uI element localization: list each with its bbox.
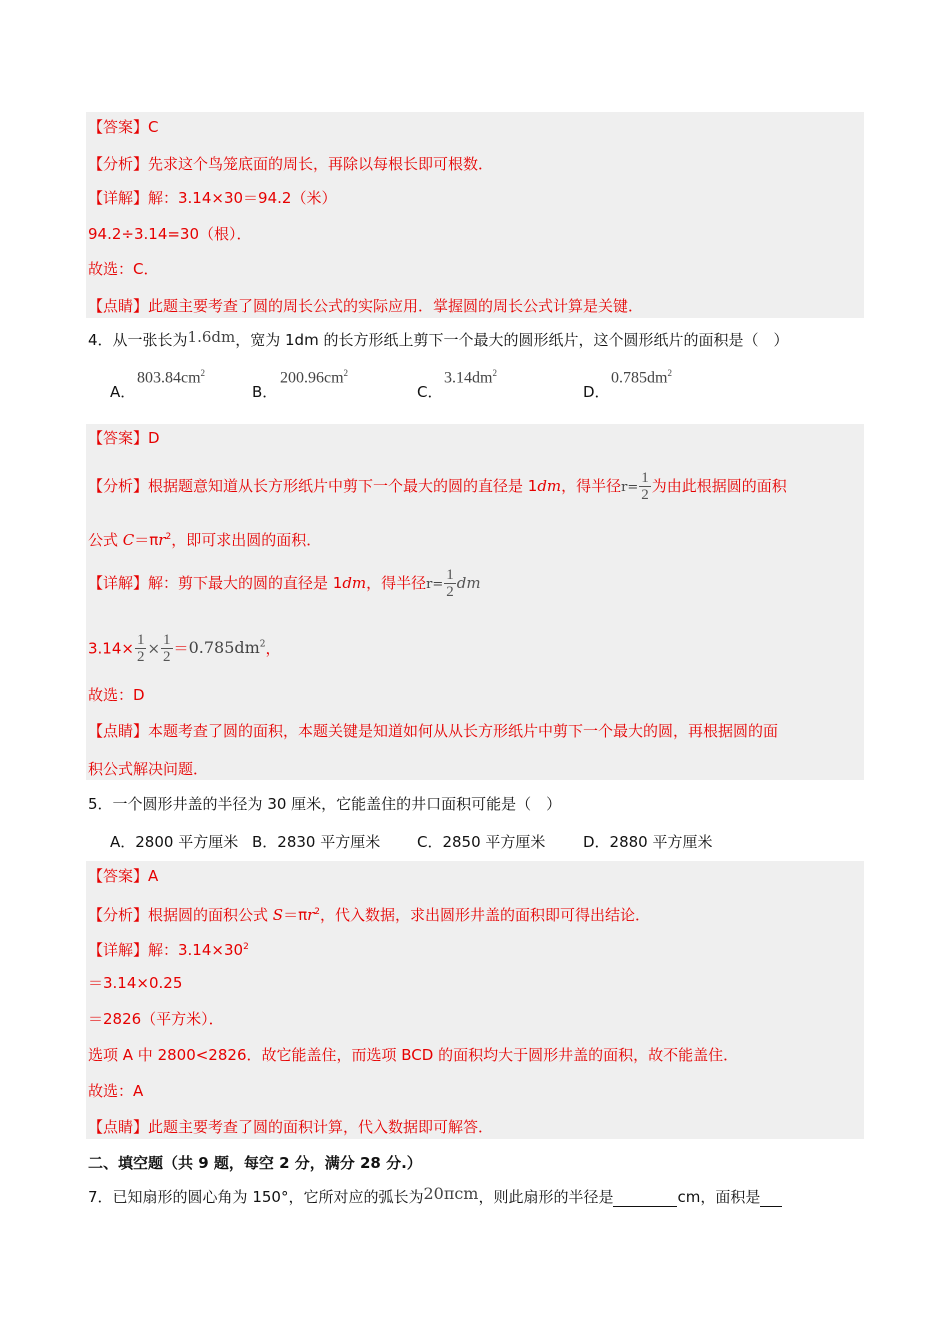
q3-choose: 故选：C． (88, 260, 159, 278)
q4-analysis: 【分析】根据题意知道从长方形纸片中剪下一个最大的圆的直径是 1dm，得半径r= $\frac{1}{2}$ 为由此根据圆的面积 (88, 470, 787, 503)
q4-comment-1: 【点睛】本题考查了圆的面积，本题关键是知道如何从从长方形纸片中剪下一个最大的圆，再根据圆的面 (88, 722, 779, 740)
q7-area-blank (760, 1190, 782, 1207)
fraction-one-half: $\frac{1}{2}$ (136, 632, 145, 666)
q5-option-d: D．2880 平方厘米 (583, 833, 713, 851)
q5-option-c: C．2850 平方厘米 (417, 833, 546, 851)
q4-comment-2: 积公式解决问题． (88, 760, 209, 778)
q3-solution-block (86, 112, 864, 318)
q5-analysis: 【分析】根据圆的面积公式 $S=\pi r^2$，代入数据，求出圆形井盖的面积即可得出结论． (88, 906, 651, 924)
q7-arc-length: 20πcm (423, 1184, 479, 1203)
q7-stem: 7．已知扇形的圆心角为 150°，它所对应的弧长为20πcm，则此扇形的半径是 cm，面积是 (88, 1187, 782, 1207)
q5-comment: 【点睛】此题主要考查了圆的面积计算，代入数据即可解答． (88, 1118, 494, 1136)
q4-length: 1.6dm (187, 328, 236, 346)
q5-option-b: B．2830 平方厘米 (252, 833, 381, 851)
q5-option-a: A．2800 平方厘米 (110, 833, 239, 851)
q4-choose: 故选：D (88, 686, 145, 704)
q5-choose: 故选：A (88, 1082, 144, 1100)
q3-answer: 【答案】C (88, 118, 159, 136)
section-2-heading: 二、填空题（共 9 题，每空 2 分，满分 28 分.） (88, 1154, 422, 1172)
fraction-one-half: $\frac{1}{2}$ (641, 470, 649, 503)
q4-stem: 4．从一张长为1.6dm，宽为 1dm 的长方形纸上剪下一个最大的圆形纸片，这个圆形纸片的面积是（ ） (88, 328, 789, 349)
q3-analysis: 【分析】先求这个鸟笼底面的周长，再除以每根长即可根数． (88, 155, 494, 173)
q3-comment: 【点睛】此题主要考查了圆的周长公式的实际应用．掌握圆的周长公式计算是关键． (88, 297, 644, 315)
q4-calculation: 3.14× $\frac{1}{2}$ × $\frac{1}{2}$ $=0.785dm^2$， (88, 632, 281, 666)
q5-detail-3: ＝2826（平方米）． (88, 1010, 224, 1028)
q5-answer: 【答案】A (88, 867, 159, 885)
fraction-one-half: $\frac{1}{2}$ (163, 632, 171, 666)
q5-stem: 5．一个圆形井盖的半径为 30 厘米，它能盖住的井口面积可能是（ ） (88, 795, 562, 813)
q7-radius-blank (613, 1190, 677, 1207)
fraction-one-half: $\frac{1}{2}$ (446, 567, 454, 600)
q3-detail-1: 【详解】解：3.14×30＝94.2（米） (88, 189, 337, 207)
q3-detail-2: 94.2÷3.14=30（根）． (88, 225, 252, 243)
q5-detail-4: 选项 A 中 2800<2826．故它能盖住，而选项 BCD 的面积均大于圆形井盖的面积，故不能盖住． (88, 1046, 739, 1064)
q5-detail-1: 【详解】解：$3.14\times 30^2$ (88, 941, 249, 959)
q4-answer: 【答案】D (88, 429, 160, 447)
q4-formula: 公式 $C=\pi r^2$，即可求出圆的面积． (88, 531, 322, 549)
q5-detail-2: ＝3.14×0.25 (88, 974, 183, 992)
q4-detail: 【详解】解：剪下最大的圆的直径是 1dm，得半径r= $\frac{1}{2}$ dm (88, 567, 481, 600)
